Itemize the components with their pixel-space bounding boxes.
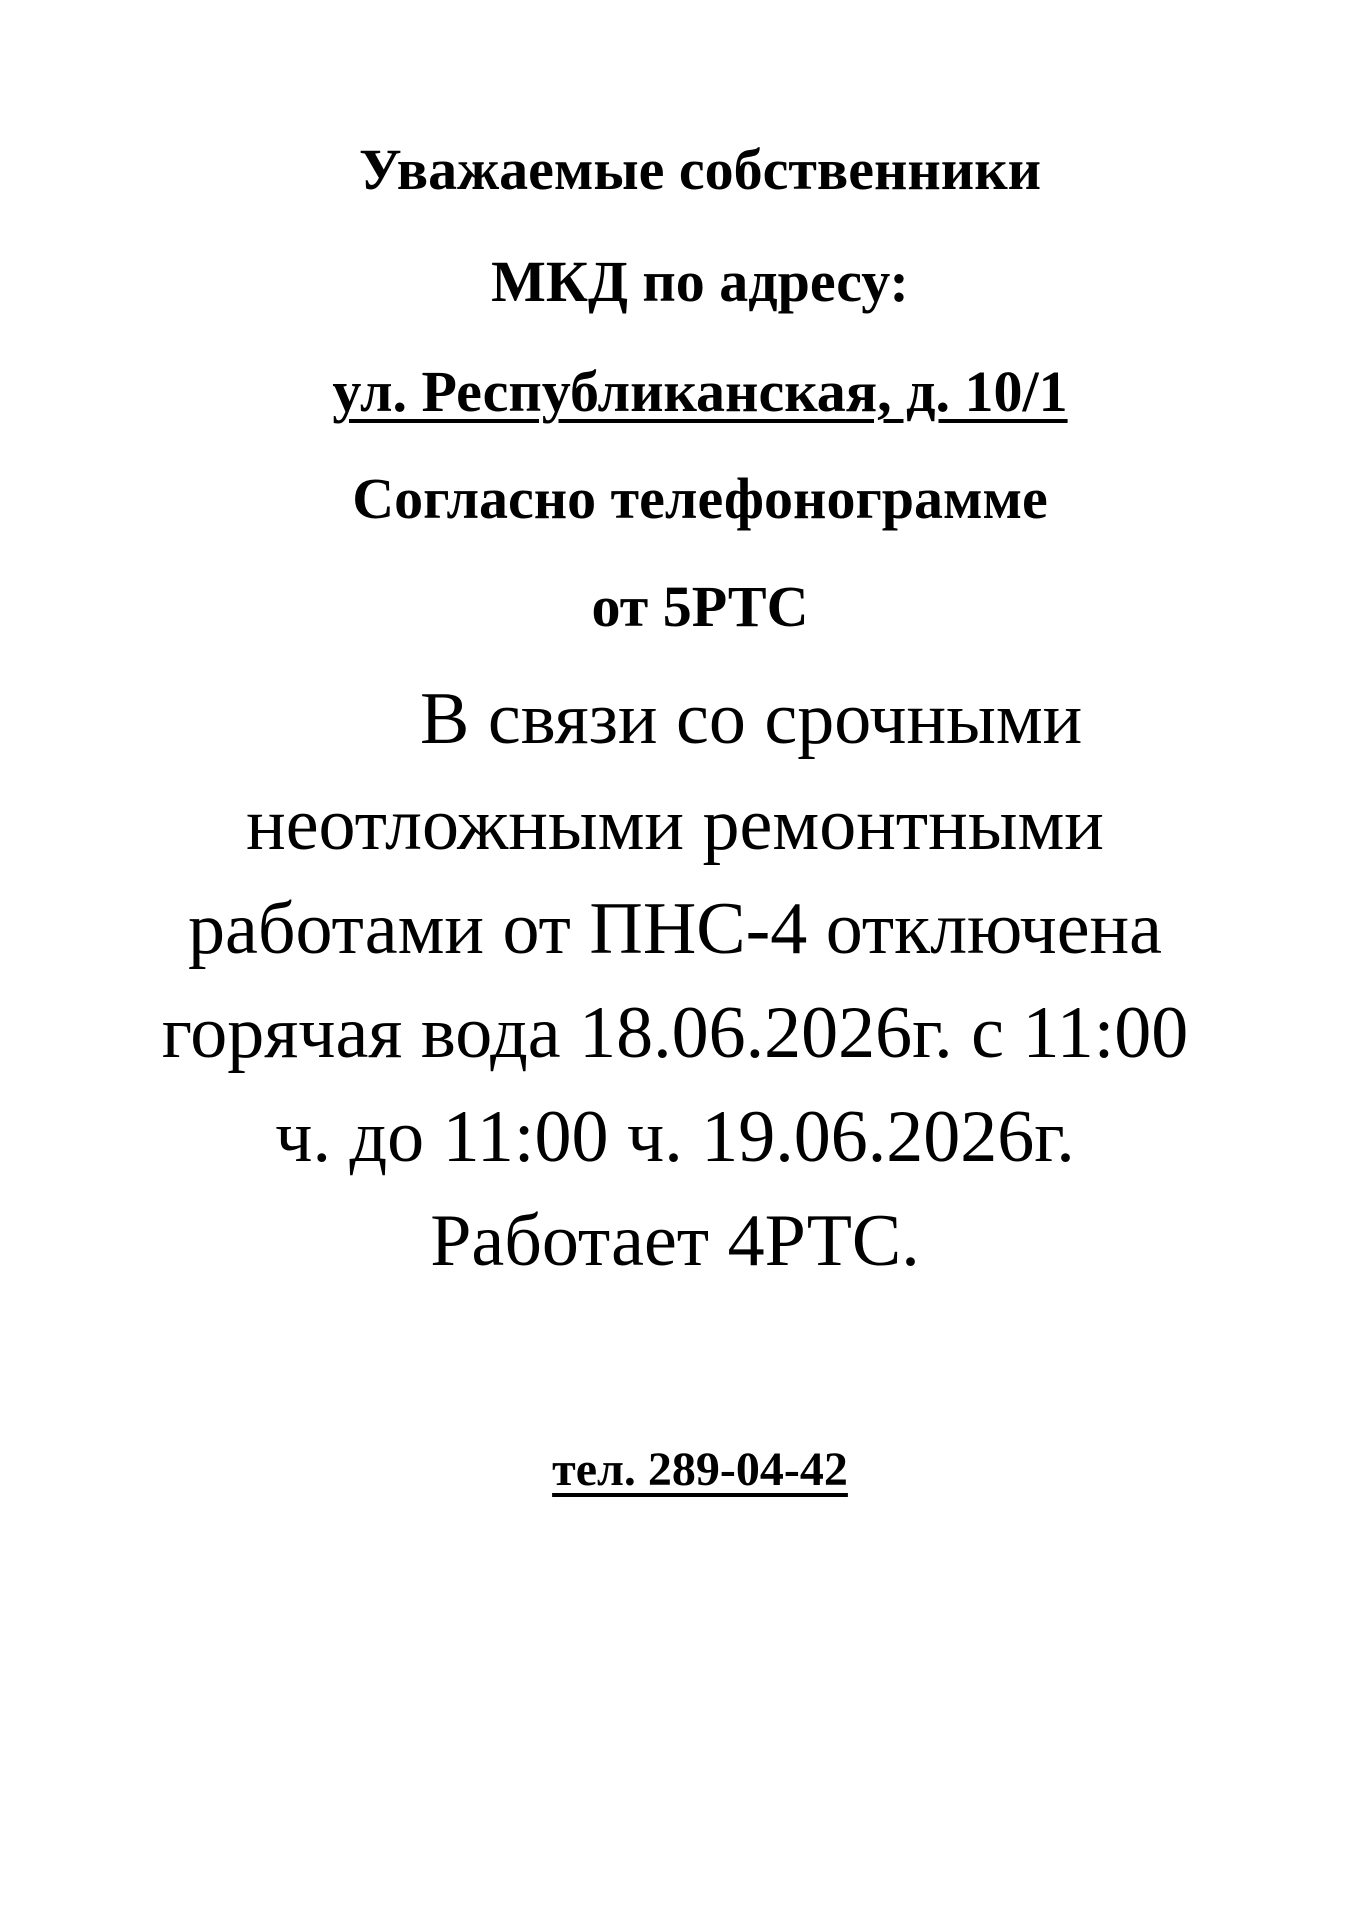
phone-line (0, 1440, 1358, 1500)
telephonogram-line: Согласно телефонограмме (352, 466, 1048, 531)
address-line (0, 357, 1358, 427)
body-line-6: Работает 4РТС. (430, 1200, 920, 1282)
source-line: от 5РТС (591, 574, 809, 639)
greeting-line: Уважаемые собственники (358, 137, 1042, 202)
body-line-2: неотложными ремонтными (246, 784, 1104, 866)
phone-number: тел. 289-04-42 (552, 1443, 848, 1496)
address-intro-line: МКД по адресу: (491, 249, 909, 314)
body-line-3: работами от ПНС-4 отключена (188, 888, 1162, 970)
body-line-5: ч. до 11:00 ч. 19.06.2026г. (275, 1096, 1075, 1178)
address-text: ул. Республиканская, д. 10/1 (332, 359, 1068, 424)
body-line-4: горячая вода 18.06.2026г. с 11:00 (161, 992, 1189, 1074)
body-line-1: В связи со срочными (420, 678, 1083, 760)
